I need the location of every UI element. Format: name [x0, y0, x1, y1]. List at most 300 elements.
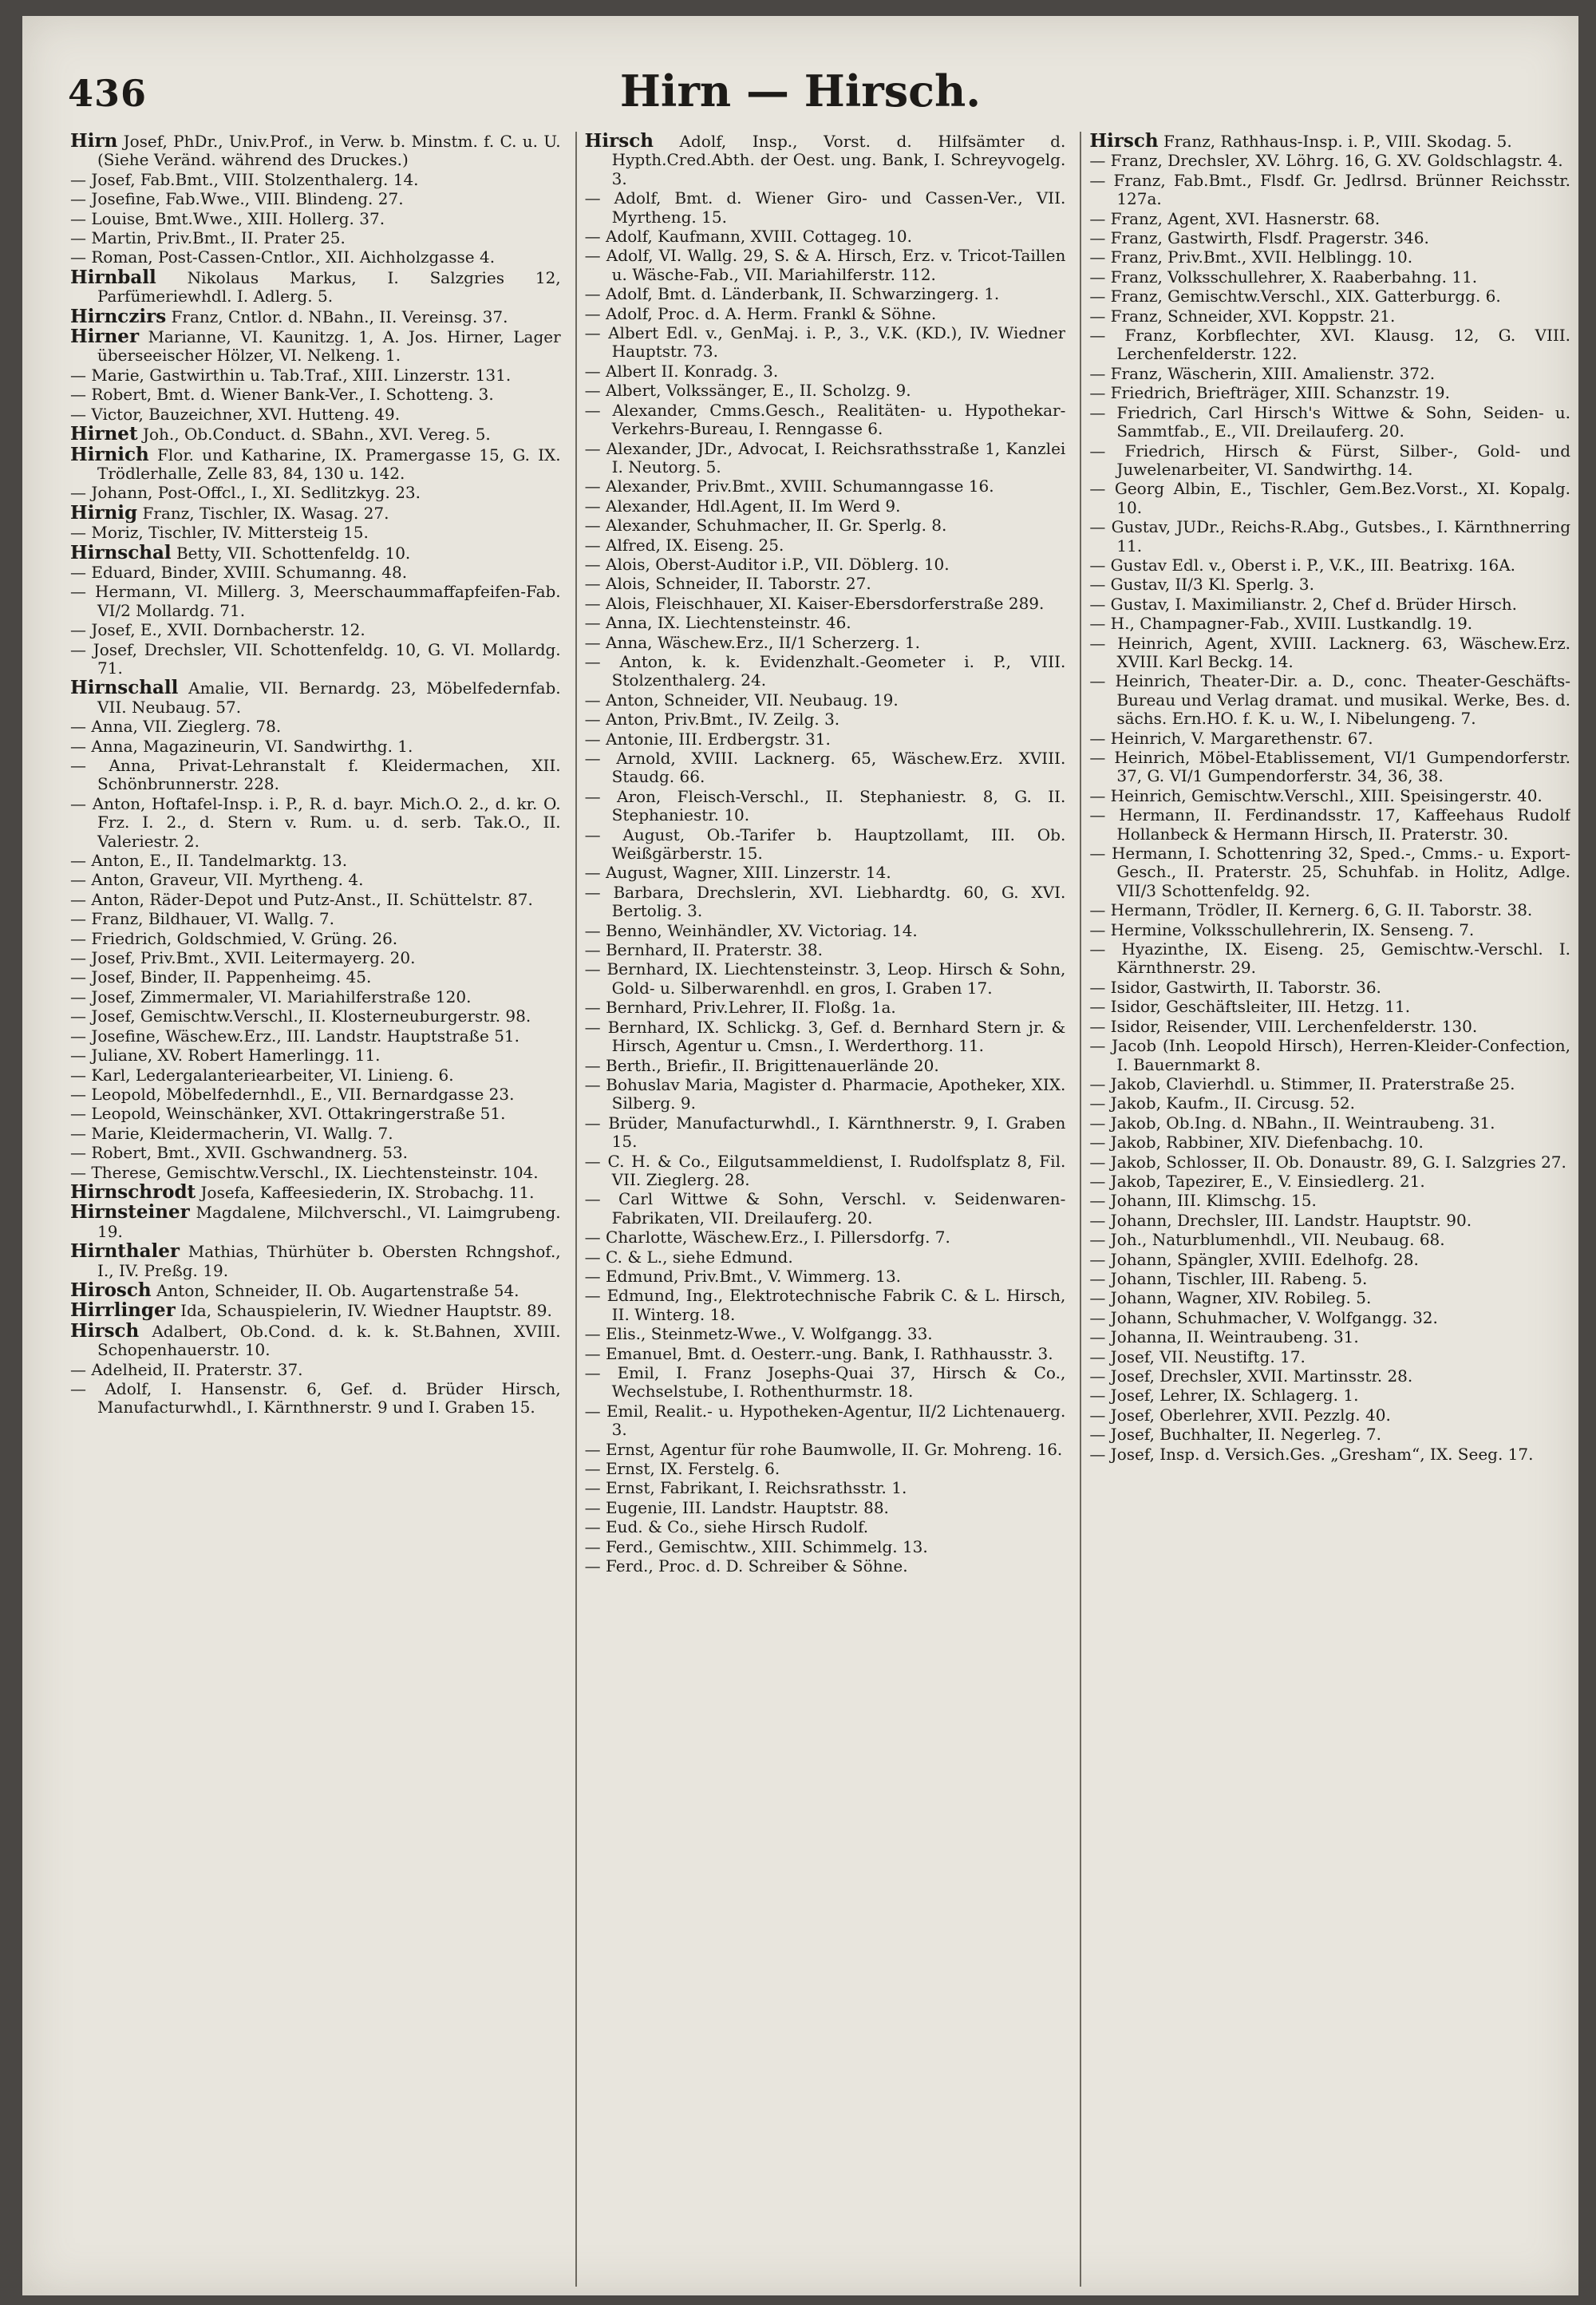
- entry-text: — Hermine, Volksschullehrerin, IX. Senseng. 7.: [1089, 920, 1475, 939]
- entry-text: — Barbara, Drechslerin, XVI. Liebhardtg. 60, G. XVI. Bertolig. 3.: [584, 883, 1066, 921]
- directory-entry: [1089, 210, 1570, 228]
- directory-entry: [70, 737, 561, 756]
- directory-entry: [585, 1345, 1066, 1363]
- directory-entry: [585, 1499, 1066, 1517]
- entry-text: — Franz, Priv.Bmt., XVII. Helblingg. 10.: [1089, 248, 1413, 267]
- entry-text: — Edmund, Priv.Bmt., V. Wimmerg. 13.: [584, 1267, 902, 1286]
- entry-surname: Hirosch: [70, 1280, 152, 1301]
- directory-entry: [585, 1538, 1066, 1556]
- directory-entry: [70, 718, 561, 736]
- entry-text: — Anton, Hoftafel-Insp. i. P., R. d. bayr. Mich.O. 2., d. kr. O. Frz. I. 2., d. Stern v. Rum. u. d. serb. Tak.O., II. Valeriestr. 2.: [70, 794, 561, 851]
- directory-entry: [1089, 1348, 1570, 1366]
- entry-text: — Johann, Wagner, XIV. Robileg. 5.: [1089, 1289, 1372, 1308]
- entry-surname: Hirsch: [584, 132, 654, 152]
- directory-entry: [1089, 672, 1570, 728]
- directory-entry: [585, 555, 1066, 574]
- entry-text: — C. H. & Co., Eilgutsammeldienst, I. Rudolfsplatz 8, Fil. VII. Zieglerg. 28.: [584, 1152, 1066, 1189]
- entry-text: — Josef, Gemischtw.Verschl., II. Klosterneuburgerstr. 98.: [70, 1007, 531, 1026]
- directory-entry: [1089, 1367, 1570, 1386]
- entry-text: — Albert II. Konradg. 3.: [584, 362, 779, 381]
- directory-entry: [1089, 1270, 1570, 1288]
- entry-text: — Adolf, Bmt. d. Länderbank, II. Schwarzingerg. 1.: [584, 285, 1000, 304]
- column-2: [575, 132, 1066, 2287]
- entry-text: — Hermann, VI. Millerg. 3, Meerschaummaffapfeifen-Fab. VI/2 Mollardg. 71.: [70, 583, 561, 620]
- entry-text: — Alexander, Hdl.Agent, II. Im Werd 9.: [584, 496, 901, 516]
- entry-text: — Berth., Briefir., II. Brigittenauerlände 20.: [584, 1056, 939, 1075]
- directory-entry: [1089, 1328, 1570, 1346]
- entry-text: — Johann, III. Klimschg. 15.: [1089, 1192, 1317, 1211]
- directory-entry: [70, 1105, 561, 1123]
- entry-text: — H., Champagner-Fab., XVIII. Lustkandlg. 19.: [1089, 615, 1473, 634]
- directory-entry: [70, 1007, 561, 1026]
- directory-entry: [1089, 635, 1570, 672]
- entry-text: — Franz, Gastwirth, Flsdf. Pragerstr. 346.: [1089, 229, 1429, 248]
- directory-entry: [585, 691, 1066, 710]
- entry-text: — Victor, Bauzeichner, XVI. Hutteng. 49.: [70, 405, 401, 424]
- directory-page: [22, 16, 1578, 2295]
- directory-entry: [70, 210, 561, 228]
- entry-text: — Jakob, Tapezirer, E., V. Einsiedlerg. 21.: [1089, 1172, 1425, 1191]
- entry-text: — Franz, Bildhauer, VI. Wallg. 7.: [70, 910, 334, 929]
- entry-text: — Jakob, Rabbiner, XIV. Diefenbachg. 10.: [1089, 1133, 1424, 1152]
- directory-entry: [585, 922, 1066, 940]
- entry-text: — Heinrich, Möbel-Etablissement, VI/1 Gumpendorferstr. 37, G. VI/1 Gumpendorferstr. 34, 36, 38.: [1089, 749, 1570, 786]
- directory-entry: [70, 563, 561, 582]
- directory-entry: [1089, 518, 1570, 555]
- directory-entry: [1089, 998, 1570, 1016]
- entry-text: — Emil, Realit.- u. Hypotheken-Agentur, II/2 Lichtenauerg. 3.: [584, 1402, 1066, 1440]
- entry-text: — Joh., Naturblumenhdl., VII. Neubaug. 68.: [1089, 1231, 1445, 1250]
- directory-entry: [70, 1242, 561, 1280]
- directory-entry: [1089, 575, 1570, 594]
- directory-entry: [1089, 1037, 1570, 1074]
- directory-entry: [585, 497, 1066, 516]
- entry-text: Franz, Cntlor. d. NBahn., II. Vereinsg. 37.: [171, 306, 508, 326]
- entry-text: — Anton, k. k. Evidenzhalt.-Geometer i. P., VIII. Stolzenthalerg. 24.: [584, 652, 1066, 690]
- directory-entry: [70, 757, 561, 794]
- entry-text: Joh., Ob.Conduct. d. SBahn., XVI. Vereg. 5.: [142, 425, 491, 445]
- directory-entry: [585, 1325, 1066, 1343]
- column-3: [1080, 132, 1570, 2287]
- entry-surname: Hirnsteiner: [70, 1203, 190, 1224]
- directory-entry: [585, 730, 1066, 749]
- entry-text: — Benno, Weinhändler, XV. Victoriag. 14.: [584, 921, 918, 940]
- directory-entry: [70, 190, 561, 208]
- entry-text: — Josef, E., XVII. Dornbacherstr. 12.: [70, 621, 365, 640]
- directory-entry: [585, 1076, 1066, 1113]
- entry-text: — August, Ob.-Tarifer b. Hauptzollamt, III. Ob. Weißgärberstr. 15.: [584, 825, 1066, 864]
- directory-entry: [585, 614, 1066, 632]
- directory-entry: [585, 1287, 1066, 1324]
- entry-text: — Anton, Räder-Depot und Putz-Anst., II. Schüttelstr. 87.: [70, 890, 533, 909]
- entry-surname: Hirsch: [70, 1321, 140, 1342]
- entry-text: — Ernst, IX. Ferstelg. 6.: [584, 1460, 780, 1479]
- entry-text: — Josef, Lehrer, IX. Schlagerg. 1.: [1089, 1386, 1359, 1406]
- entry-text: — Adolf, VI. Wallg. 29, S. & A. Hirsch, Erz. v. Tricot-Taillen u. Wäsche-Fab., VII. Mariahilferstr. 112.: [584, 247, 1066, 284]
- directory-entry: [70, 1281, 561, 1300]
- directory-entry: [70, 910, 561, 928]
- entry-text: — Josef, Drechsler, VII. Schottenfeldg. 10, G. VI. Mollardg. 71.: [70, 640, 561, 678]
- directory-entry: [1089, 268, 1570, 287]
- directory-entry: [70, 1144, 561, 1162]
- directory-entry: [70, 795, 561, 851]
- directory-entry: [70, 268, 561, 306]
- entry-text: — Anton, Graveur, VII. Myrtheng. 4.: [70, 871, 364, 890]
- entry-text: — Aron, Fleisch-Verschl., II. Stephaniestr. 8, G. II. Stephaniestr. 10.: [584, 787, 1066, 825]
- entry-text: — August, Wagner, XIII. Linzerstr. 14.: [584, 864, 891, 883]
- directory-entry: [585, 1364, 1066, 1402]
- directory-entry: [70, 1183, 561, 1202]
- directory-entry: [70, 852, 561, 870]
- entry-text: Adolf, Insp., Vorst. d. Hilfsämter d. Hypth.Cred.Abth. der Oest. ung. Bank, I. Schreyvogelg. 3.: [611, 132, 1066, 188]
- directory-entry: [70, 1085, 561, 1104]
- directory-entry: [1089, 480, 1570, 517]
- directory-entry: [585, 960, 1066, 998]
- entry-surname: Hirn: [70, 132, 118, 152]
- entry-text: — Franz, Fab.Bmt., Flsdf. Gr. Jedlrsd. Brünner Reichsstr. 127a.: [1089, 171, 1570, 209]
- directory-entry: [585, 788, 1066, 825]
- entry-surname: Hirnschrodt: [70, 1182, 196, 1203]
- entry-text: — Charlotte, Wäschew.Erz., I. Pillersdorfg. 7.: [584, 1228, 950, 1247]
- entry-text: — Bernhard, IX. Liechtensteinstr. 3, Leop. Hirsch & Sohn, Gold- u. Silberwarenhdl. en gros, I. Graben 17.: [584, 960, 1066, 998]
- entry-text: — Franz, Drechsler, XV. Löhrg. 16, G. XV. Goldschlagstr. 4.: [1089, 152, 1563, 171]
- entry-text: — Edmund, Ing., Elektrotechnische Fabrik C. & L. Hirsch, II. Winterg. 18.: [584, 1287, 1066, 1324]
- entry-surname: Hirnball: [70, 267, 156, 288]
- entry-text: — Adolf, Kaufmann, XVIII. Cottageg. 10.: [584, 227, 913, 247]
- directory-entry: [585, 1190, 1066, 1228]
- directory-entry: [585, 1402, 1066, 1440]
- entry-text: — Josef, Priv.Bmt., XVII. Leitermayerg. 20.: [70, 949, 416, 968]
- entry-text: Betty, VII. Schottenfeldg. 10.: [176, 543, 411, 563]
- directory-entry: [585, 1267, 1066, 1286]
- directory-entry: [585, 516, 1066, 535]
- directory-entry: [70, 1027, 561, 1046]
- entry-text: — Leopold, Weinschänker, XVI. Ottakringerstraße 51.: [70, 1105, 506, 1124]
- entry-text: — Leopold, Möbelfedernhdl., E., VII. Bernardgasse 23.: [70, 1085, 515, 1104]
- entry-text: — Hyazinthe, IX. Eiseng. 25, Gemischtw.-Verschl. I. Kärnthnerstr. 29.: [1089, 940, 1570, 978]
- entry-text: — Josef, Drechsler, XVII. Martinsstr. 28.: [1089, 1367, 1413, 1386]
- directory-entry: [585, 710, 1066, 729]
- directory-entry: [585, 1114, 1066, 1152]
- directory-entry: [70, 891, 561, 909]
- directory-entry: [1089, 806, 1570, 844]
- directory-entry: [585, 826, 1066, 864]
- directory-entry: [70, 425, 561, 444]
- entry-text: — Hermann, I. Schottenring 32, Sped.-, Cmms.- u. Export-Gesch., II. Praterstr. 25, Schuhfab. in Holitz, Adlge. VII/3 Schottenfeldg. 92.: [1089, 844, 1570, 900]
- entry-text: — Josef, Fab.Bmt., VIII. Stolzenthalerg. 14.: [70, 170, 419, 189]
- directory-entry: [70, 678, 561, 717]
- entry-text: Magdalene, Milchverschl., VI. Laimgrubeng. 19.: [97, 1203, 561, 1241]
- directory-entry: [1089, 595, 1570, 614]
- entry-text: — Brüder, Manufacturwhdl., I. Kärnthnerstr. 9, I. Graben 15.: [584, 1113, 1066, 1152]
- entry-text: — Josef, Zimmermaler, VI. Mariahilferstraße 120.: [70, 987, 472, 1006]
- entry-text: — Anna, IX. Liechtensteinstr. 46.: [584, 614, 851, 633]
- entry-text: — Hermann, Trödler, II. Kernerg. 6, G. II. Taborstr. 38.: [1089, 901, 1533, 920]
- directory-entry: [70, 949, 561, 967]
- directory-entry: [1089, 921, 1570, 939]
- directory-entry: [1089, 326, 1570, 364]
- directory-entry: [585, 998, 1066, 1017]
- directory-entry: [585, 477, 1066, 496]
- entry-text: — Friedrich, Carl Hirsch's Wittwe & Sohn, Seiden- u. Sammtfab., E., VII. Dreilauferg. 20.: [1089, 403, 1570, 441]
- entry-text: — Franz, Wäscherin, XIII. Amalienstr. 372.: [1089, 364, 1436, 383]
- entry-text: — Anna, Magazineurin, VI. Sandwirthg. 1.: [70, 737, 413, 756]
- directory-entry: [1089, 365, 1570, 383]
- directory-entry: [70, 248, 561, 267]
- entry-text: — Moriz, Tischler, IV. Mittersteig 15.: [70, 524, 369, 543]
- entry-text: — Robert, Bmt., XVII. Gschwandnerg. 53.: [70, 1144, 409, 1163]
- entry-text: — Jakob, Ob.Ing. d. NBahn., II. Weintraubeng. 31.: [1089, 1113, 1495, 1133]
- entry-text: — Bernhard, IX. Schlickg. 3, Gef. d. Bernhard Stern jr. & Hirsch, Agentur u. Cmsn., I. Werderthorg. 11.: [584, 1018, 1066, 1056]
- entry-text: — Jakob, Clavierhdl. u. Stimmer, II. Praterstraße 25.: [1089, 1074, 1515, 1093]
- entry-text: — Anna, VII. Zieglerg. 78.: [70, 718, 282, 737]
- entry-text: — Anton, Priv.Bmt., IV. Zeilg. 3.: [584, 710, 840, 729]
- entry-text: — Friedrich, Briefträger, XIII. Schanzstr. 19.: [1089, 384, 1451, 403]
- entry-text: — Alexander, Schuhmacher, II. Gr. Sperlg. 8.: [584, 516, 947, 536]
- entry-text: — Johanna, II. Weintraubeng. 31.: [1089, 1328, 1359, 1347]
- entry-text: — Adolf, Bmt. d. Wiener Giro- und Cassen-Ver., VII. Myrtheng. 15.: [584, 189, 1066, 227]
- entry-text: — Adolf, I. Hansenstr. 6, Gef. d. Brüder Hirsch, Manufacturwhdl., I. Kärnthnerstr. 9 und I. Graben 15.: [70, 1380, 561, 1417]
- entry-text: — Alois, Fleischhauer, XI. Kaiser-Ebersdorferstraße 289.: [584, 594, 1045, 613]
- directory-entry: [1089, 132, 1570, 151]
- entry-text: Amalie, VII. Bernardg. 23, Möbelfedernfab. VII. Neubaug. 57.: [97, 678, 561, 717]
- directory-entry: [585, 227, 1066, 246]
- entry-text: — Louise, Bmt.Wwe., XIII. Hollerg. 37.: [70, 209, 385, 228]
- entry-text: — Anton, Schneider, VII. Neubaug. 19.: [584, 690, 899, 710]
- entry-text: — Gustav, JUDr., Reichs-R.Abg., Gutsbes., I. Kärnthnerring 11.: [1089, 518, 1570, 555]
- directory-entry: [70, 544, 561, 563]
- directory-entry: [70, 524, 561, 542]
- entry-text: — Alfred, IX. Eiseng. 25.: [584, 536, 784, 555]
- directory-entry: [1089, 749, 1570, 786]
- directory-entry: [585, 189, 1066, 227]
- directory-entry: [1089, 384, 1570, 402]
- directory-entry: [1089, 307, 1570, 326]
- directory-entry: [585, 1057, 1066, 1075]
- entry-text: — Roman, Post-Cassen-Cntlor., XII. Aichholzgasse 4.: [70, 248, 496, 267]
- directory-entry: [1089, 1309, 1570, 1327]
- directory-entry: [70, 445, 561, 484]
- directory-entry: [585, 653, 1066, 690]
- directory-entry: [70, 583, 561, 620]
- directory-entry: [1089, 1425, 1570, 1444]
- entry-surname: Hirnet: [70, 425, 138, 445]
- directory-entry: [1089, 442, 1570, 480]
- directory-entry: [1089, 1133, 1570, 1152]
- directory-entry: [70, 405, 561, 424]
- directory-entry: [585, 247, 1066, 284]
- entry-text: — Alois, Oberst-Auditor i.P., VII. Döblerg. 10.: [584, 555, 950, 574]
- entry-text: Marianne, VI. Kaunitzg. 1, A. Jos. Hirner, Lager überseeischer Hölzer, VI. Nelkeng. 1.: [97, 327, 561, 366]
- directory-entry: [1089, 287, 1570, 306]
- entry-text: — Gustav Edl. v., Oberst i. P., V.K., III. Beatrixg. 16A.: [1089, 555, 1516, 575]
- directory-entry: [585, 324, 1066, 362]
- directory-entry: [585, 1518, 1066, 1536]
- directory-entry: [585, 1228, 1066, 1247]
- entry-text: — Anna, Wäschew.Erz., II/1 Scherzerg. 1.: [584, 633, 920, 652]
- entry-text: — Anna, Privat-Lehranstalt f. Kleidermachen, XII. Schönbrunnerstr. 228.: [70, 757, 561, 794]
- directory-entry: [1089, 172, 1570, 209]
- entry-text: — Josef, Buchhalter, II. Negerleg. 7.: [1089, 1425, 1381, 1445]
- directory-entry: [70, 968, 561, 986]
- directory-entry: [1089, 1445, 1570, 1464]
- entry-text: — Eugenie, III. Landstr. Hauptstr. 88.: [584, 1498, 889, 1517]
- running-head: Hirn — Hirsch.: [619, 65, 982, 117]
- entry-text: — Josef, Oberlehrer, XVII. Pezzlg. 40.: [1089, 1406, 1391, 1425]
- directory-entry: [1089, 1075, 1570, 1093]
- directory-entry: [1089, 1172, 1570, 1191]
- directory-entry: [1089, 1386, 1570, 1405]
- entry-text: — Johann, Schuhmacher, V. Wolfgangg. 32.: [1089, 1308, 1438, 1327]
- directory-entry: [1089, 248, 1570, 267]
- directory-entry: [1089, 1289, 1570, 1307]
- directory-entry: [1089, 979, 1570, 997]
- directory-entry: [70, 385, 561, 404]
- entry-text: — Johann, Tischler, III. Rabeng. 5.: [1089, 1269, 1368, 1288]
- directory-entry: [70, 229, 561, 247]
- directory-entry: [1089, 1406, 1570, 1425]
- directory-entry: [585, 536, 1066, 555]
- directory-entry: [585, 1479, 1066, 1497]
- entry-text: — Johann, Spängler, XVIII. Edelhofg. 28.: [1089, 1250, 1419, 1269]
- entry-text: — Heinrich, Gemischtw.Verschl., XIII. Speisingerstr. 40.: [1089, 786, 1543, 805]
- entry-text: — Eduard, Binder, XVIII. Schumanng. 48.: [70, 563, 408, 582]
- directory-entry: [70, 484, 561, 502]
- directory-entry: [1089, 556, 1570, 575]
- directory-entry: [1089, 940, 1570, 978]
- column-1: [70, 132, 561, 2287]
- directory-entry: [585, 305, 1066, 323]
- entry-text: Adalbert, Ob.Cond. d. k. k. St.Bahnen, XVIII. Schopenhauerstr. 10.: [97, 1321, 561, 1360]
- directory-entry: [1089, 1153, 1570, 1172]
- entry-text: — Emil, I. Franz Josephs-Quai 37, Hirsch & Co., Wechselstube, I. Rothenthurmstr. 18.: [584, 1364, 1066, 1402]
- entry-surname: Hirner: [70, 327, 140, 348]
- directory-entry: [585, 132, 1066, 188]
- entry-text: — Franz, Volksschullehrer, X. Raaberbahng. 11.: [1089, 267, 1478, 287]
- entry-text: — Martin, Priv.Bmt., II. Prater 25.: [70, 229, 346, 248]
- entry-text: — Heinrich, Agent, XVIII. Lacknerg. 63, Wäschew.Erz. XVIII. Karl Beckg. 14.: [1089, 634, 1570, 671]
- entry-text: — Marie, Kleidermacherin, VI. Wallg. 7.: [70, 1124, 393, 1143]
- entry-text: — Alexander, Cmms.Gesch., Realitäten- u. Hypothekar-Verkehrs-Bureau, I. Renngasse 6.: [584, 401, 1066, 439]
- directory-entry: [1089, 901, 1570, 919]
- entry-text: — Johann, Post-Offcl., I., XI. Sedlitzkyg. 23.: [70, 484, 421, 503]
- entry-text: — Bohuslav Maria, Magister d. Pharmacie, Apotheker, XIX. Silberg. 9.: [584, 1075, 1066, 1113]
- entry-text: — Robert, Bmt. d. Wiener Bank-Ver., I. Schotteng. 3.: [70, 385, 494, 405]
- entry-text: — Ferd., Proc. d. D. Schreiber & Söhne.: [584, 1557, 908, 1576]
- entry-text: — Jakob, Schlosser, II. Ob. Donaustr. 89, G. I. Salzgries 27.: [1089, 1152, 1566, 1172]
- entry-text: — Carl Wittwe & Sohn, Verschl. v. Seidenwaren-Fabrikaten, VII. Dreilauferg. 20.: [584, 1190, 1066, 1228]
- entry-text: — Emanuel, Bmt. d. Oesterr.-ung. Bank, I. Rathhausstr. 3.: [584, 1344, 1053, 1363]
- directory-entry: [585, 440, 1066, 477]
- entry-text: — Josef, Insp. d. Versich.Ges. „Gresham“, IX. Seeg. 17.: [1089, 1445, 1534, 1464]
- directory-entry: [1089, 229, 1570, 247]
- directory-entry: [70, 171, 561, 189]
- entry-text: — Isidor, Reisender, VIII. Lerchenfelderstr. 130.: [1089, 1017, 1478, 1036]
- entry-text: — Josef, VII. Neustiftg. 17.: [1089, 1347, 1306, 1366]
- directory-entry: [70, 132, 561, 170]
- entry-text: — Marie, Gastwirthin u. Tab.Traf., XIII. Linzerstr. 131.: [70, 366, 512, 385]
- directory-entry: [70, 1203, 561, 1241]
- entry-text: — Alois, Schneider, II. Taborstr. 27.: [584, 575, 871, 594]
- directory-entry: [585, 382, 1066, 400]
- directory-entry: [585, 401, 1066, 439]
- entry-text: — Adolf, Proc. d. A. Herm. Frankl & Söhne.: [584, 304, 937, 323]
- entry-surname: Hirnthaler: [70, 1242, 180, 1263]
- directory-entry: [1089, 729, 1570, 748]
- directory-entry: [1089, 1094, 1570, 1113]
- entry-text: Franz, Tischler, IX. Wasag. 27.: [142, 503, 389, 523]
- directory-entry: [1089, 1231, 1570, 1249]
- entry-text: Franz, Rathhaus-Insp. i. P., VIII. Skodag. 5.: [1163, 132, 1512, 151]
- entry-text: — Franz, Schneider, XVI. Koppstr. 21.: [1089, 306, 1396, 326]
- entry-text: — Adelheid, II. Praterstr. 37.: [70, 1360, 303, 1379]
- directory-entry: [1089, 1114, 1570, 1133]
- directory-entry: [1089, 1192, 1570, 1210]
- directory-entry: [70, 871, 561, 889]
- entry-text: — Albert, Volkssänger, E., II. Scholzg. 9.: [584, 382, 911, 401]
- directory-entry: [585, 634, 1066, 652]
- entry-text: — Josefine, Wäschew.Erz., III. Landstr. Hauptstraße 51.: [70, 1026, 519, 1046]
- entry-text: — Isidor, Gastwirth, II. Taborstr. 36.: [1089, 978, 1381, 997]
- directory-entry: [70, 1380, 561, 1417]
- directory-entry: [1089, 615, 1570, 633]
- entry-text: — Jakob, Kaufm., II. Circusg. 52.: [1089, 1094, 1355, 1113]
- entry-text: — Josefine, Fab.Wwe., VIII. Blindeng. 27.: [70, 190, 404, 209]
- entry-surname: Hirnschal: [70, 543, 172, 563]
- directory-entry: [1089, 1018, 1570, 1036]
- directory-entry: [70, 1066, 561, 1085]
- entry-text: — Jacob (Inh. Leopold Hirsch), Herren-Kleider-Confection, I. Bauernmarkt 8.: [1089, 1037, 1570, 1074]
- directory-entry: [1089, 1251, 1570, 1269]
- entry-text: — Bernhard, Priv.Lehrer, II. Floßg. 1a.: [584, 998, 896, 1018]
- entry-text: Nikolaus Markus, I. Salzgries 12, Parfümeriewhdl. I. Adlerg. 5.: [97, 267, 561, 306]
- directory-entry: [585, 941, 1066, 959]
- entry-text: — Antonie, III. Erdbergstr. 31.: [584, 729, 831, 749]
- entry-text: — Ferd., Gemischtw., XIII. Schimmelg. 13.: [584, 1537, 928, 1556]
- entry-text: — Alexander, JDr., Advocat, I. Reichsrathsstraße 1, Kanzlei I. Neutorg. 5.: [584, 439, 1066, 476]
- entry-text: — Albert Edl. v., GenMaj. i. P., 3., V.K. (KD.), IV. Wiedner Hauptstr. 73.: [584, 324, 1066, 362]
- directory-entry: [70, 1361, 561, 1379]
- entry-surname: Hirrlinger: [70, 1301, 176, 1321]
- directory-entry: [1089, 152, 1570, 170]
- entry-text: — Johann, Drechsler, III. Landstr. Hauptstr. 90.: [1089, 1211, 1472, 1230]
- entry-text: — Franz, Agent, XVI. Hasnerstr. 68.: [1089, 209, 1381, 228]
- directory-entry: [70, 641, 561, 678]
- directory-entry: [1089, 1212, 1570, 1230]
- entry-text: — Josef, Binder, II. Pappenheimg. 45.: [70, 968, 372, 987]
- entry-text: — Bernhard, II. Praterstr. 38.: [584, 941, 823, 960]
- entry-text: — Heinrich, V. Margarethenstr. 67.: [1089, 729, 1373, 748]
- entry-text: — Alexander, Priv.Bmt., XVIII. Schumanngasse 16.: [584, 477, 994, 496]
- page-number: 436: [68, 72, 148, 115]
- directory-entry: [70, 504, 561, 523]
- directory-entry: [585, 1441, 1066, 1459]
- directory-entry: [585, 1152, 1066, 1190]
- entry-surname: Hirnschall: [70, 678, 179, 699]
- entry-text: — C. & L., siehe Edmund.: [584, 1247, 793, 1267]
- entry-text: — Eud. & Co., siehe Hirsch Rudolf.: [584, 1518, 869, 1537]
- entry-text: — Ernst, Fabrikant, I. Reichsrathsstr. 1.: [584, 1479, 907, 1498]
- directory-entry: [585, 285, 1066, 303]
- entry-text: — Gustav, II/3 Kl. Sperlg. 3.: [1089, 575, 1314, 595]
- directory-entry: [585, 1248, 1066, 1267]
- entry-text: — Karl, Ledergalanteriearbeiter, VI. Linieng. 6.: [70, 1066, 454, 1085]
- entry-text: — Ernst, Agentur für rohe Baumwolle, II. Gr. Mohreng. 16.: [584, 1440, 1063, 1459]
- entry-text: — Franz, Gemischtw.Verschl., XIX. Gatterburgg. 6.: [1089, 287, 1501, 306]
- directory-entry: [585, 362, 1066, 381]
- entry-text: Flor. und Katharine, IX. Pramergasse 15, G. IX. Trödlerhalle, Zelle 83, 84, 130 u. 142.: [97, 445, 561, 483]
- directory-entry: [70, 307, 561, 326]
